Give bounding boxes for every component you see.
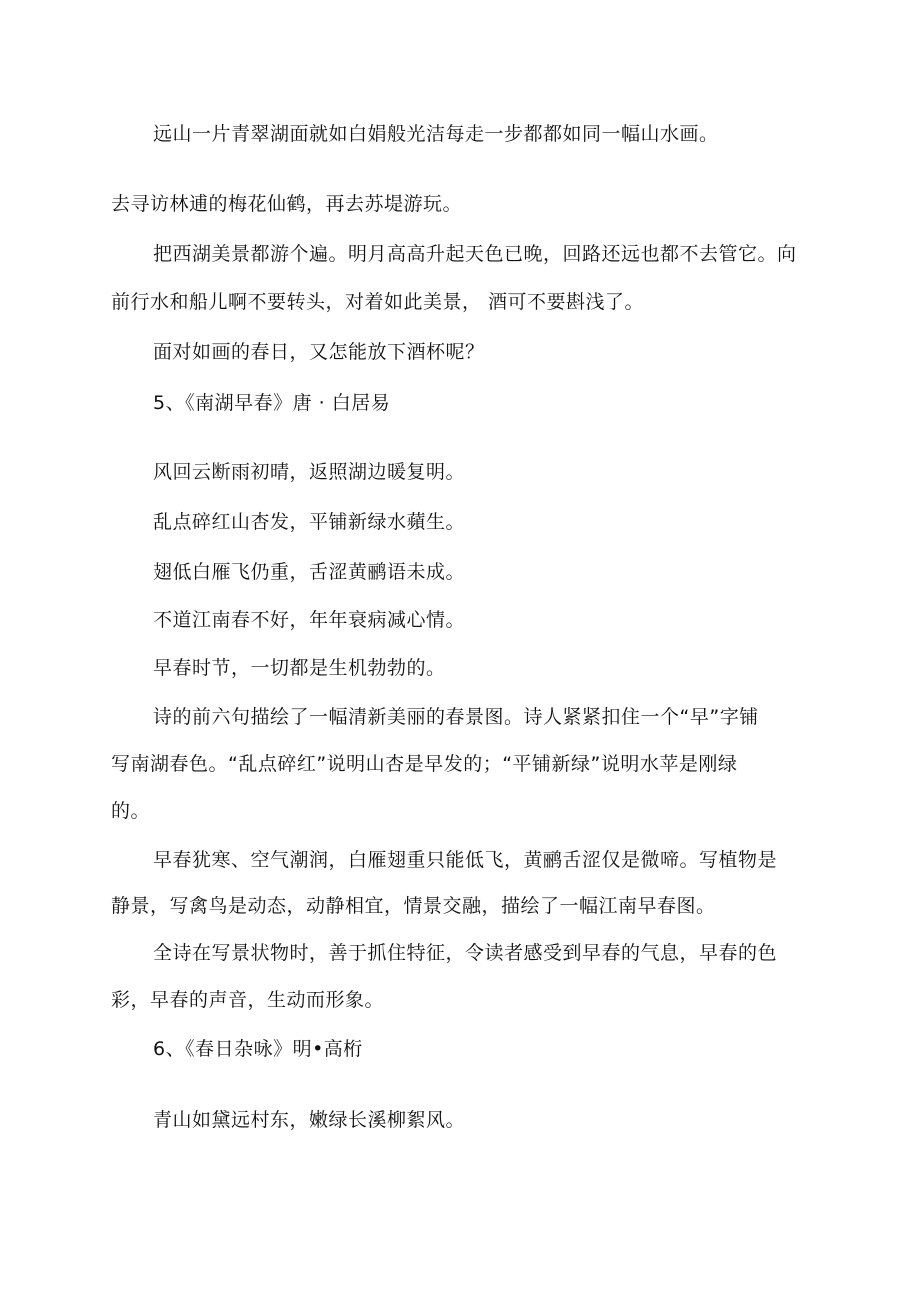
poem-line: 青山如黛远村东，嫩绿长溪柳絮风。 bbox=[153, 1109, 466, 1131]
text-line: 远山一片青翠湖面就如白娟般光洁每走一步都都如同一幅山水画。 bbox=[153, 123, 719, 145]
text-line: 把西湖美景都游个遍。明月高高升起天色已晚，回路还远也都不去管它。向 bbox=[153, 243, 797, 265]
text-line: 面对如画的春日，又怎能放下酒杯呢？ bbox=[153, 341, 485, 363]
text-line: 前行水和船儿啊不要转头，对着如此美景， 酒可不要斟浅了。 bbox=[111, 291, 645, 313]
text-line: 的。 bbox=[111, 800, 151, 822]
text-line: 诗的前六句描绘了一幅清新美丽的春景图。诗人紧紧扣住一个“早”字铺 bbox=[153, 706, 759, 728]
text-line: 彩，早春的声音，生动而形象。 bbox=[111, 989, 385, 1011]
section-heading: 5、《南湖早春》唐 · 白居易 bbox=[153, 392, 391, 414]
poem-line: 不道江南春不好，年年衰病减心情。 bbox=[153, 609, 466, 631]
text-line: 写南湖春色。“乱点碎红”说明山杏是早发的；“平铺新绿”说明水苹是刚绿 bbox=[111, 753, 738, 775]
text-line: 早春犹寒、空气潮润，白雁翅重只能低飞，黄鹂舌涩仅是微啼。写植物是 bbox=[153, 849, 778, 871]
text-line: 静景，写禽鸟是动态，动静相宜，情景交融，描绘了一幅江南早春图。 bbox=[111, 895, 716, 917]
text-line: 去寻访林逋的梅花仙鹤，再去苏堤游玩。 bbox=[111, 193, 463, 215]
poem-line: 风回云断雨初晴，返照湖边暖复明。 bbox=[153, 461, 466, 483]
text-line: 早春时节，一切都是生机勃勃的。 bbox=[153, 657, 446, 679]
text-line: 全诗在写景状物时，善于抓住特征，令读者感受到早春的气息，早春的色 bbox=[153, 942, 778, 964]
poem-line: 翅低白雁飞仍重，舌涩黄鹂语未成。 bbox=[153, 561, 466, 583]
section-heading: 6、《春日杂咏》明•高桁 bbox=[153, 1038, 363, 1060]
poem-line: 乱点碎红山杏发，平铺新绿水蘋生。 bbox=[153, 511, 466, 533]
